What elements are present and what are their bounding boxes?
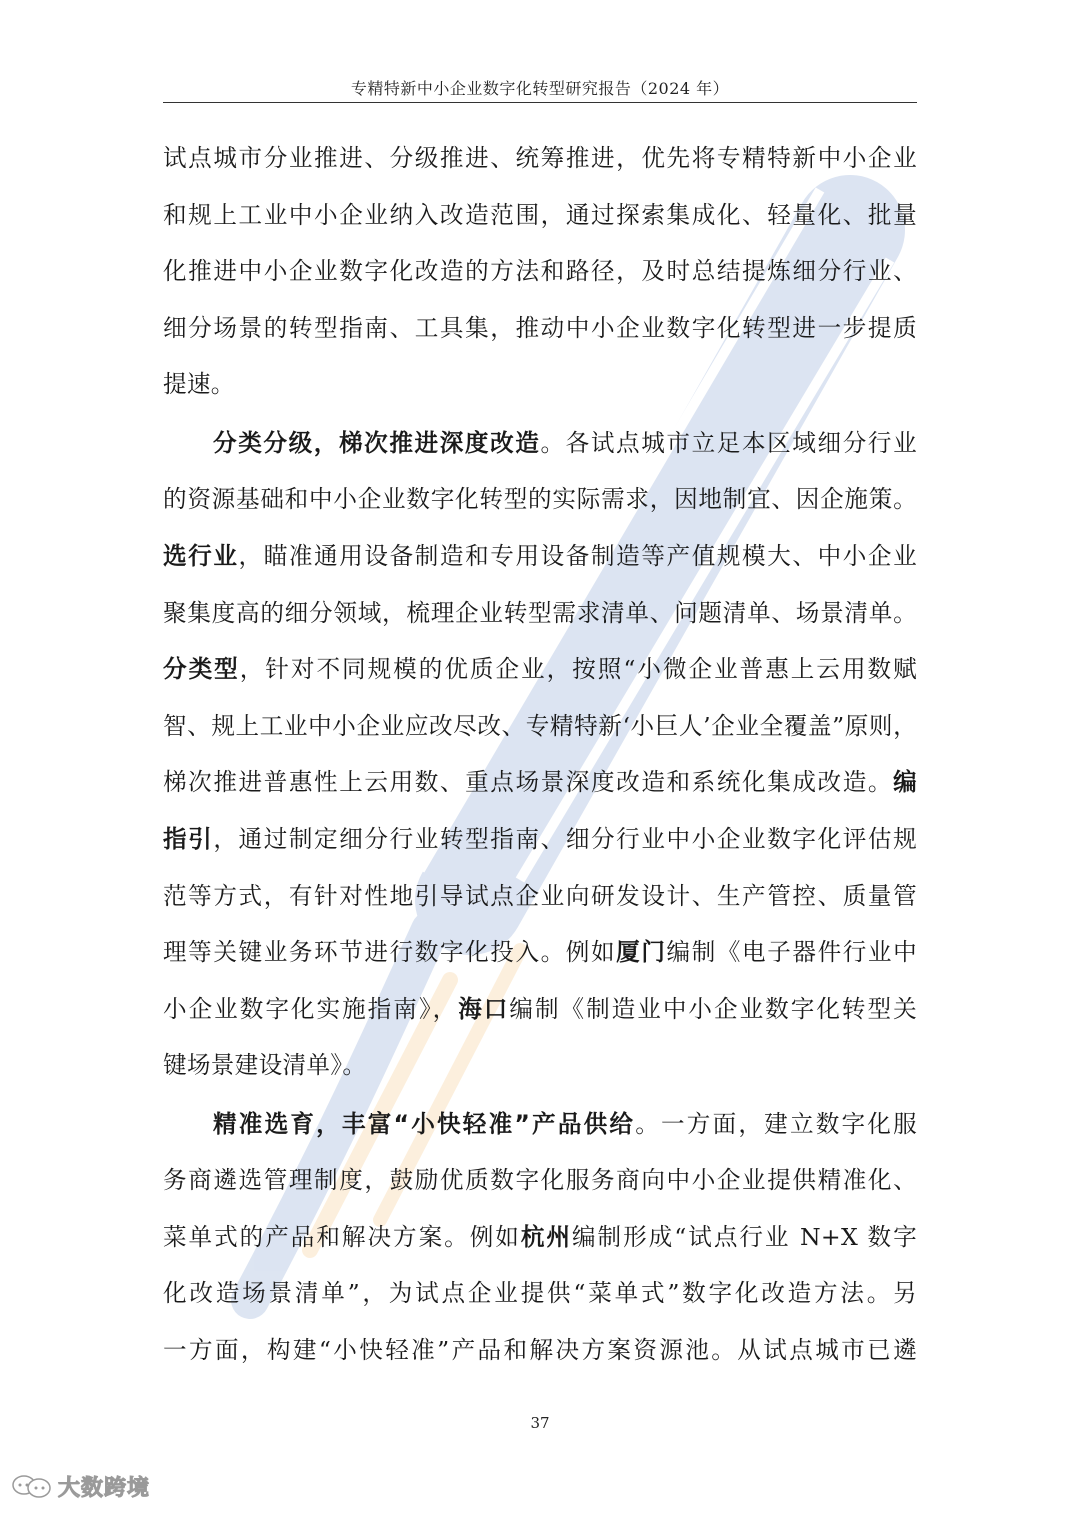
text-line: 化改造场景清单”，为试点企业提供“菜单式”数字化改造方法。另 — [163, 1279, 917, 1308]
text-line: 指引，通过制定细分行业转型指南、细分行业中小企业数字化评估规 — [163, 824, 917, 853]
text-line: 聚集度高的细分领域，梳理企业转型需求清单、问题清单、场景清单。 — [163, 598, 917, 627]
bold-city: 厦门 — [616, 938, 667, 967]
text-line: 的资源基础和中小企业数字化转型的实际需求，因地制宜、因企施策。 — [163, 485, 917, 514]
text-line: 化推进中小企业数字化改造的方法和路径，及时总结提炼细分行业、 — [163, 257, 917, 286]
bold-heading: 分类分级，梯次推进深度改造 — [213, 428, 541, 457]
text-line: 理等关键业务环节进行数字化投入。例如厦门编制《电子器件行业中 — [163, 938, 917, 967]
page-number: 37 — [530, 1414, 550, 1432]
bold-keyword: 分类型 — [163, 655, 240, 684]
chat-bubble-icon — [10, 1471, 54, 1501]
paragraph-classification — [163, 415, 917, 1094]
paragraph-continuation — [163, 130, 917, 413]
text-line: 和规上工业中小企业纳入改造范围，通过探索集成化、轻量化、批量 — [163, 200, 917, 229]
text-line: 菜单式的产品和解决方案。例如杭州编制形成“试点行业 N+X 数字 — [163, 1222, 917, 1251]
text-line: 智、规上工业中小企业应改尽改、专精特新‘小巨人’企业全覆盖”原则， — [163, 711, 917, 740]
text-line: 精准选育，丰富“小快轻准”产品供给。一方面，建立数字化服 — [213, 1109, 917, 1138]
source-logo — [10, 1466, 150, 1506]
bold-city: 海口 — [458, 994, 510, 1023]
paragraph-product-supply — [163, 1096, 917, 1379]
text-line: 分类分级，梯次推进深度改造。各试点城市立足本区域细分行业 — [213, 428, 917, 457]
header-rule — [163, 102, 917, 103]
text-line: 小企业数字化实施指南》，海口编制《制造业中小企业数字化转型关 — [163, 994, 917, 1023]
bold-heading: 精准选育，丰富“小快轻准”产品供给 — [213, 1109, 636, 1138]
bold-keyword: 指引 — [163, 824, 214, 853]
body-text — [163, 130, 917, 1379]
text-line: 细分场景的转型指南、工具集，推动中小企业数字化转型进一步提质 — [163, 313, 917, 342]
text-line: 梯次推进普惠性上云用数、重点场景深度改造和系统化集成改造。编 — [163, 768, 917, 797]
text-line: 务商遴选管理制度，鼓励优质数字化服务商向中小企业提供精准化、 — [163, 1166, 917, 1195]
text-line: 试点城市分业推进、分级推进、统筹推进，优先将专精特新中小企业 — [163, 144, 917, 172]
running-header: 专精特新中小企业数字化转型研究报告（2024 年） — [350, 79, 730, 98]
bold-keyword: 编 — [893, 768, 917, 797]
text-line: 提速。 — [163, 370, 235, 399]
bold-city: 杭州 — [520, 1222, 572, 1251]
text-line: 一方面，构建“小快轻准”产品和解决方案资源池。从试点城市已遴 — [163, 1336, 917, 1365]
text-line: 选行业，瞄准通用设备制造和专用设备制造等产值规模大、中小企业 — [163, 541, 917, 570]
bold-keyword: 选行业 — [163, 541, 239, 570]
text-line: 键场景建设清单》。 — [163, 1051, 367, 1080]
text-line: 分类型，针对不同规模的优质企业，按照“小微企业普惠上云用数赋 — [163, 655, 917, 684]
text-line: 范等方式，有针对性地引导试点企业向研发设计、生产管控、质量管 — [163, 881, 917, 910]
source-logo-text: 大数跨境 — [58, 1475, 151, 1501]
